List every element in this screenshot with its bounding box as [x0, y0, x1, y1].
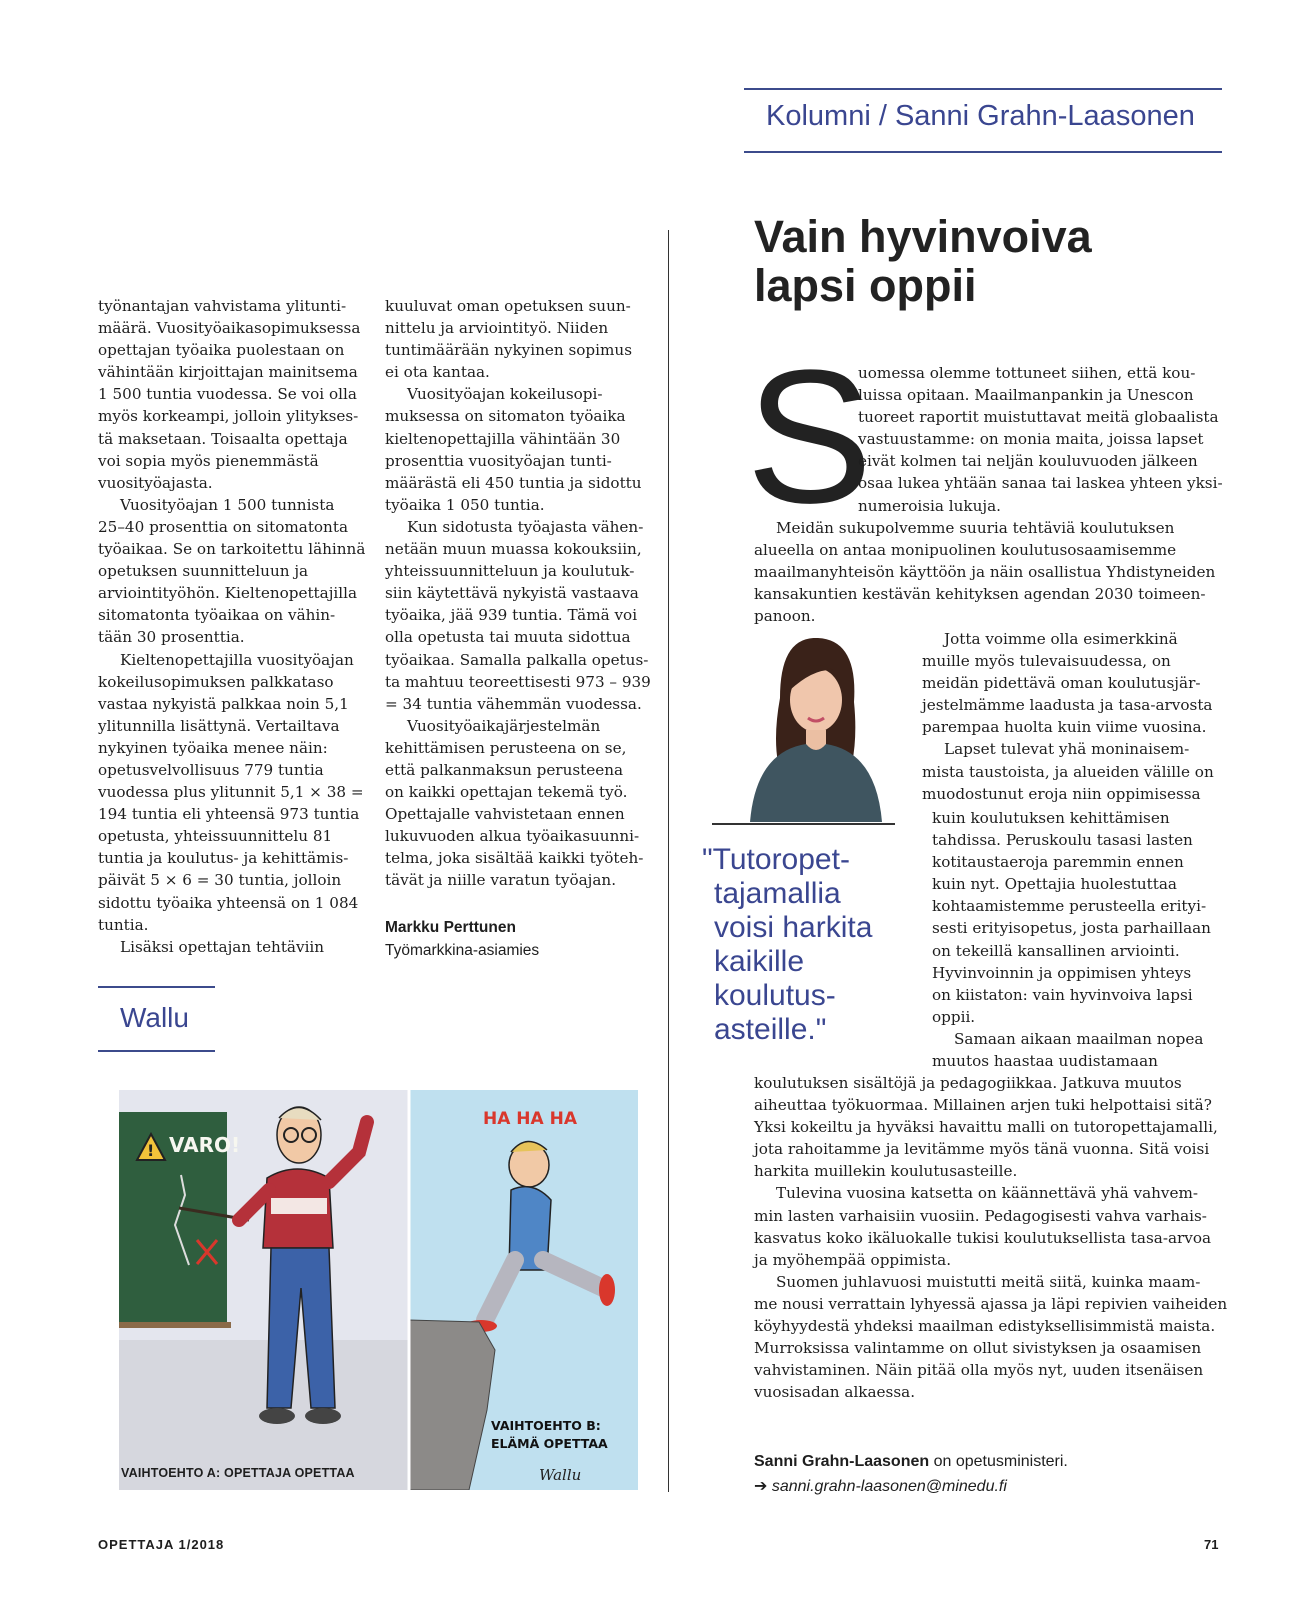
text-line: Opettajalle vahvistetaan ennen — [385, 805, 625, 824]
text-line: köyhyydestä yhdeksi maailman edistyksellisimmistä maista. — [754, 1317, 1216, 1336]
text-line: tä maksetaan. Toisaalta opettaja — [98, 429, 348, 448]
text-line: yhteissuunnitteluun ja koulutuk- — [385, 562, 635, 581]
text-line: tuntimäärään nykyinen sopimus — [385, 341, 632, 360]
text-line: sidottu työaika yhteensä on 1 084 — [98, 893, 359, 912]
text-line: kokeilusopimuksen palkkataso — [98, 672, 334, 691]
text-line: ta mahtuu teoreettisesti 973 – 939 — [385, 672, 651, 691]
lead-line: luissa opitaan. Maailmanpankin ja Unescon — [858, 386, 1194, 405]
text-line: on kiistaton: vain hyvinvoiva lapsi — [932, 985, 1193, 1004]
text-line: vuosisadan alkaessa. — [754, 1383, 916, 1402]
text-line: Lapset tulevat yhä moninaisem- — [944, 740, 1190, 759]
article-author-role: on opetusministeri. — [929, 1453, 1068, 1470]
cartoon-illustration — [119, 1090, 638, 1490]
lead-line: vastuustamme: on monia maita, joissa lapset — [858, 430, 1204, 449]
text-line: opetuksen suunnitteluun ja — [98, 562, 309, 581]
svg-text:ELÄMÄ OPETTAA: ELÄMÄ OPETTAA — [491, 1436, 608, 1451]
text-line: voi sopia myös pienemmästä — [98, 451, 319, 470]
text-line: Meidän sukupolvemme suuria tehtäviä koulutuksen — [776, 519, 1175, 537]
lead-line: uomessa olemme tottuneet siihen, että kou- — [858, 364, 1196, 382]
text-line: kuuluvat oman opetuksen suun- — [385, 297, 631, 315]
text-line: min lasten varhaisiin vuosiin. Pedagogisesti vahva varhais- — [754, 1206, 1207, 1225]
text-line: opettajan työaika puolestaan on — [98, 341, 345, 360]
text-line: tuntia. — [98, 915, 149, 934]
text-line: vähintään kirjoittajan mainitsema — [98, 363, 358, 382]
text-line: muille myös tulevaisuudessa, on — [922, 652, 1171, 671]
text-line: nittelu ja arviointityö. Niiden — [385, 319, 609, 338]
text-line: Hyvinvoinnin ja oppimisen yhteys — [932, 963, 1192, 982]
text-line: 194 tuntia eli yhteensä 973 tuntia — [98, 805, 360, 824]
portrait-rule — [712, 823, 895, 825]
lead-line: tuoreet raportit muistuttavat meitä globaalista — [858, 408, 1219, 427]
text-line: aiheuttaa työkuormaa. Millainen arjen tuki helpottaisi sitä? — [754, 1096, 1212, 1115]
text-line: netään muun muassa kokouksiin, — [385, 540, 642, 559]
svg-text:HA HA HA: HA HA HA — [483, 1109, 577, 1129]
arrow-icon: ➔ — [754, 1478, 768, 1495]
text-line: olla opetusta tai muuta sidottua — [385, 628, 631, 647]
section-header: Kolumni / Sanni Grahn-Laasonen — [766, 100, 1195, 132]
text-line: Yksi kokeiltu ja hyväksi havaittu malli on tutoropettajamalli, — [754, 1118, 1218, 1137]
article-lead — [858, 362, 1223, 517]
svg-text:!: ! — [147, 1141, 155, 1160]
svg-text:VAIHTOEHTO B:: VAIHTOEHTO B: — [491, 1418, 601, 1433]
quote-line: koulutus- — [714, 979, 836, 1012]
text-line: panoon. — [754, 607, 816, 626]
text-line: nykyinen työaika menee näin: — [98, 738, 328, 757]
text-line: määrästä eli 450 tuntia ja sidottu — [385, 473, 642, 492]
text-line: vahvistaminen. Näin pitää olla myös nyt, uuden itsenäisen — [754, 1361, 1204, 1380]
text-line: Vuosityöaikajärjestelmän — [407, 716, 601, 735]
text-line: tävät ja niille varatun työajan. — [385, 871, 617, 890]
article-author-contact — [754, 1476, 1007, 1496]
text-line: työnantajan vahvistama ylitunti- — [98, 297, 347, 315]
article-body-2 — [754, 1072, 1228, 1403]
text-line: ei ota kantaa. — [385, 363, 490, 382]
wallu-rule-bottom — [98, 1050, 215, 1052]
text-line: maailmanyhteisön käyttöön ja näin osallistua Yhdistyneiden — [754, 563, 1216, 582]
text-line: siin käytettävä nykyistä vastaava — [385, 584, 639, 603]
text-line: vuodessa plus ylitunnit 5,1 × 38 = — [98, 783, 364, 802]
letter-author-title: Työmarkkina-asiamies — [385, 942, 540, 959]
text-line: prosenttia vuosityöajan tunti- — [385, 451, 612, 470]
text-line: vastaa nykyistä palkkaa noin 5,1 — [98, 694, 349, 713]
text-line: Kieltenopettajilla vuosityöajan — [120, 650, 354, 669]
text-line: kasvatus koko ikäluokalle tukisi koulutuksellista tasa-arvoa — [754, 1228, 1212, 1247]
header-rule-bottom — [744, 151, 1222, 153]
cartoon-caption-a: VAIHTOEHTO A: OPETTAJA OPETTAA — [121, 1466, 355, 1480]
author-portrait — [740, 638, 890, 822]
text-line: vuosityöajasta. — [98, 473, 213, 492]
text-line: 25–40 prosenttia on sitomatonta — [98, 517, 349, 536]
text-line: muutos haastaa uudistamaan — [932, 1052, 1158, 1071]
svg-text:Wallu: Wallu — [539, 1466, 582, 1484]
text-line: että palkanmaksun perusteena — [385, 760, 624, 779]
text-line: kotitaustaeroja paremmin ennen — [932, 853, 1184, 872]
text-line: koulutuksen sisältöjä ja pedagogiikkaa. Jatkuva muutos — [754, 1074, 1182, 1092]
text-line: opetusvelvollisuus 779 tuntia — [98, 760, 324, 779]
text-line: mista taustoista, ja alueiden välille on — [922, 762, 1214, 781]
text-line: sesti erityisopetus, josta parhaillaan — [932, 919, 1211, 938]
text-line: kuin koulutuksen kehittämisen — [932, 809, 1170, 827]
text-line: työaikaa. Se on tarkoitettu lähinnä — [98, 540, 366, 559]
text-line: kieltenopettajilla vähintään 30 — [385, 429, 621, 448]
text-line: Jotta voimme olla esimerkkinä — [944, 630, 1178, 648]
letter-author-name: Markku Perttunen — [385, 919, 516, 936]
pull-quote — [702, 843, 872, 1047]
letter-column-1 — [98, 295, 366, 958]
text-line: työaikaa. Samalla palkalla opetus- — [385, 650, 649, 669]
text-line: oppii. — [932, 1007, 976, 1026]
text-line: tahdissa. Peruskoulu tasasi lasten — [932, 831, 1193, 850]
text-line: ja myöhempää oppimista. — [754, 1250, 952, 1269]
text-line: arviointityöhön. Kieltenopettajilla — [98, 584, 358, 603]
quote-line: kaikille — [714, 945, 805, 978]
text-line: ylitunnilla lisättynä. Vertailtava — [98, 716, 340, 735]
page-number: 71 — [1204, 1537, 1219, 1552]
text-line: 1 500 tuntia vuodessa. Se voi olla — [98, 385, 357, 404]
text-line: jestelmämme laadusta ja tasa-arvosta — [922, 696, 1213, 715]
text-line: työaika, jää 939 tuntia. Tämä voi — [385, 606, 638, 625]
article-author-line — [754, 1453, 1068, 1471]
text-line: opetusta, yhteissuunnittelu 81 — [98, 827, 333, 846]
text-line: Vuosityöajan kokeilusopi- — [407, 385, 603, 404]
svg-text:VARO!: VARO! — [169, 1133, 241, 1157]
text-line: lukuvuoden alkua työaikasuunni- — [385, 827, 640, 846]
article-title — [754, 212, 1092, 310]
text-line: kuin nyt. Opettajia huolestuttaa — [932, 875, 1177, 894]
text-line: tään 30 prosenttia. — [98, 628, 245, 647]
text-line: parempaa huolta kuin viime vuosina. — [922, 718, 1207, 737]
letter-column-2 — [385, 295, 653, 892]
column-divider — [668, 230, 669, 1492]
text-line: Tulevina vuosina katsetta on käännettävä yhä vahvem- — [776, 1184, 1199, 1203]
article-body-1 — [754, 517, 1224, 627]
lead-line: osaa lukea yhtään sanaa tai laskea yhteen yksi- — [858, 474, 1223, 493]
text-line: jota rahoitamme ja levitämme myös tänä vuonna. Sitä voisi — [754, 1140, 1210, 1159]
text-line: kansakuntien kestävän kehityksen agendan 2030 toimeen- — [754, 585, 1206, 604]
text-line: sitomatonta työaikaa on vähin- — [98, 606, 336, 625]
article-title-line-1: Vain hyvinvoiva — [754, 211, 1092, 262]
text-line: on tekeillä kansallinen arviointi. — [932, 941, 1180, 960]
wallu-heading: Wallu — [120, 1002, 189, 1033]
author-email-link[interactable]: sanni.grahn-laasonen@minedu.fi — [771, 1478, 1007, 1495]
drop-cap: S — [746, 331, 873, 543]
quote-line: voisi harkita — [714, 911, 873, 944]
lead-line: eivät kolmen tai neljän kouluvuoden jälkeen — [858, 452, 1198, 471]
footer-publication: OPETTAJA 1/2018 — [98, 1537, 225, 1552]
text-line: muodostunut eroja niin oppimisessa — [922, 784, 1201, 803]
text-line: Lisäksi opettajan tehtäviin — [120, 937, 325, 956]
text-line: me nousi verrattain lyhyessä ajassa ja läpi repivien vaiheiden — [754, 1294, 1228, 1313]
text-line: päivät 5 × 6 = 30 tuntia, jolloin — [98, 871, 342, 890]
text-line: Vuosityöajan 1 500 tunnista — [120, 495, 335, 514]
text-line: = 34 tuntia vähemmän vuodessa. — [385, 694, 642, 713]
header-rule-top — [744, 88, 1222, 90]
text-line: muksessa on sitomaton työaika — [385, 407, 626, 426]
wallu-cartoon — [119, 1090, 638, 1490]
text-line: kehittämisen perusteena on se, — [385, 738, 627, 757]
text-line: Samaan aikaan maailman nopea — [954, 1029, 1204, 1048]
text-line: on kaikki opettajan tekemä työ. — [385, 783, 628, 802]
text-line: alueella on antaa monipuolinen koulutusosaamisemme — [754, 541, 1177, 560]
text-line: harkita muillekin koulutusasteille. — [754, 1162, 1018, 1181]
text-line: myös korkeampi, jolloin ylitykses- — [98, 407, 359, 426]
text-line: Suomen juhlavuosi muistutti meitä siitä, kuinka maam- — [776, 1272, 1201, 1291]
lead-line: numeroisia lukuja. — [858, 496, 1001, 515]
text-line: meidän pidettävä oman koulutusjär- — [922, 674, 1201, 693]
quote-line: asteille." — [714, 1013, 827, 1046]
quote-line: tajamallia — [714, 877, 841, 910]
wallu-rule-top — [98, 986, 215, 988]
article-wrap-b — [932, 807, 1222, 1072]
text-line: työaika 1 050 tuntia. — [385, 495, 545, 514]
article-wrap-a — [922, 628, 1222, 805]
text-line: telma, joka sisältää kaikki työteh- — [385, 849, 644, 868]
quote-line: "Tutoropet- — [702, 843, 850, 876]
text-line: Murroksissa valintamme on ollut sivistyksen ja osaamisen — [754, 1339, 1202, 1358]
text-line: Kun sidotusta työajasta vähen- — [407, 517, 644, 536]
text-line: tuntia ja koulutus- ja kehittämis- — [98, 849, 349, 868]
article-author-name: Sanni Grahn-Laasonen — [754, 1453, 930, 1470]
text-line: kohtaamistemme perusteella erityi- — [932, 897, 1207, 916]
text-line: määrä. Vuosityöaikasopimuksessa — [98, 319, 361, 338]
article-title-line-2: lapsi oppii — [754, 260, 977, 311]
